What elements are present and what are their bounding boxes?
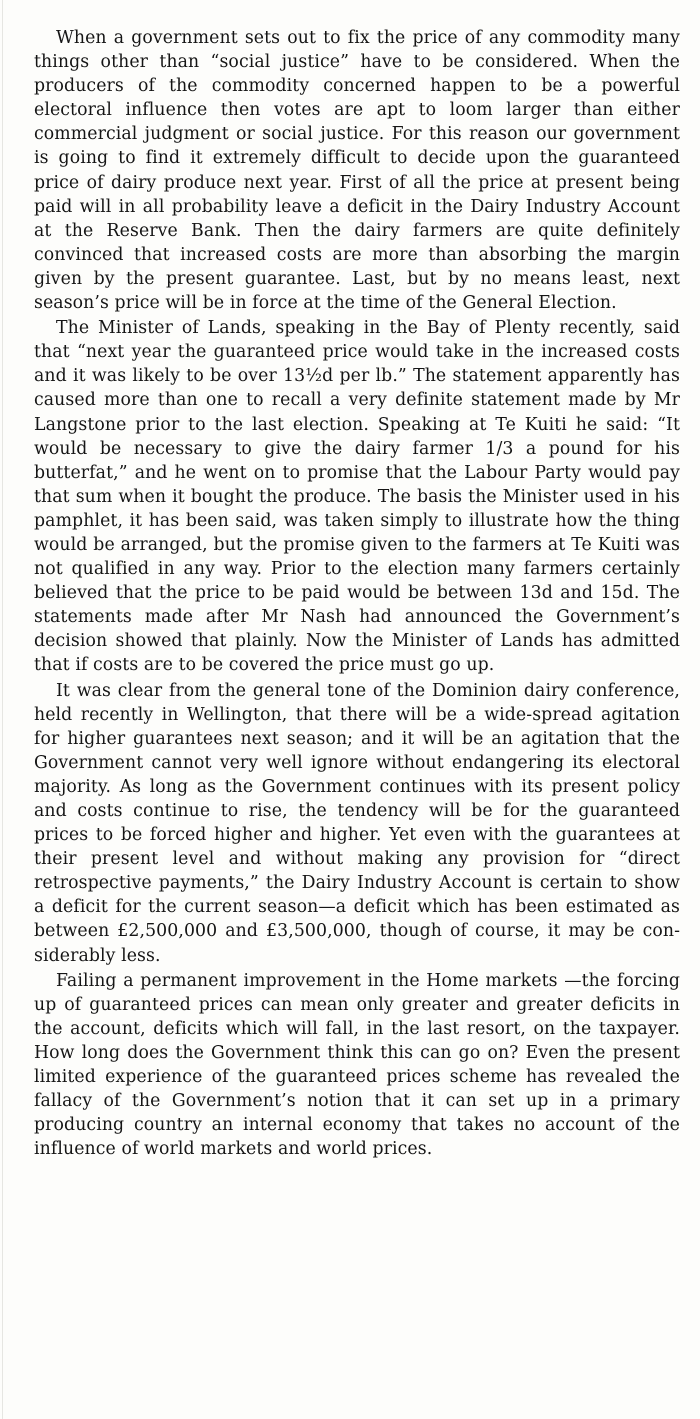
paragraph-price-fixing: When a government sets out to fix the price of any commodity many things other than “social justice” have to be considered. When the producers of the commodity concerned happen to be a powerful electoral influence then votes are apt to loom larger than either commercial judgment or social justice. For this reason our government is going to find it extremely difficult to decide upon the guaranteed price of dairy produce next year. First of all the price at present being paid will in all probability leave a deficit in the Dairy Industry Account at the Reserve Bank. Then the dairy farmers are quite definitely convinced that increased costs are more than absorbing the margin given by the present guarantee. Last, but by no means least, next season’s price will be in force at the time of the General Election. [34, 28, 680, 314]
paragraph-minister-of-lands: The Minister of Lands, speaking in the Bay of Plenty recently, said that “next year the guaranteed price would take in the increased costs and it was likely to be over 13½d per lb.” The statement apparently has caused more than one to recall a very definite statement made by Mr Langstone prior to the last election. Speaking at Te Kuiti he said: “It would be necessary to give the dairy farmer 1/3 a pound for his butterfat,” and he went on to promise that the Labour Party would pay that sum when it bought the produce. The basis the Minister used in his pamphlet, it has been said, was taken simply to illustrate how the thing would be arranged, but the promise given to the farmers at Te Kuiti was not qualified in any way. Prior to the election many farmers certainly believed that the price to be paid would be between 13d and 15d. The statements made after Mr Nash had announced the Government’s decision showed that plainly. Now the Minister of Lands has admitted that if costs are to be covered the price must go up. [34, 318, 680, 676]
editorial-article [34, 26, 680, 1161]
paragraph-dairy-conference: It was clear from the general tone of the Dominion dairy conference, held recently in Wellington, that there will be a wide-spread agitation for higher guarantees next season; and it will be an agitation that the Government cannot very well ignore without endangering its electoral majority. As long as the Government continues with its present policy and costs continue to rise, the tendency will be for the guaranteed prices to be forced higher and higher. Yet even with the guarantees at their present level and without making any provision for “direct retrospective payments,” the Dairy Industry Account is certain to show a deficit for the current season—a deficit which has been estimated as between £2,500,000 and £3,500,000, though of course, it may be considerably less. [34, 680, 680, 966]
paragraph-home-markets: Failing a permanent improvement in the Home markets —the forcing up of guaranteed prices can mean only greater and greater deficits in the account, deficits which will fall, in the last resort, on the taxpayer. How long does the Government think this can go on? Even the present limited experience of the guaranteed prices scheme has revealed the fallacy of the Government’s notion that it can set up in a primary producing country an internal economy that takes no account of the influence of world markets and world prices. [34, 970, 680, 1160]
page-edge-line [2, 0, 3, 1419]
